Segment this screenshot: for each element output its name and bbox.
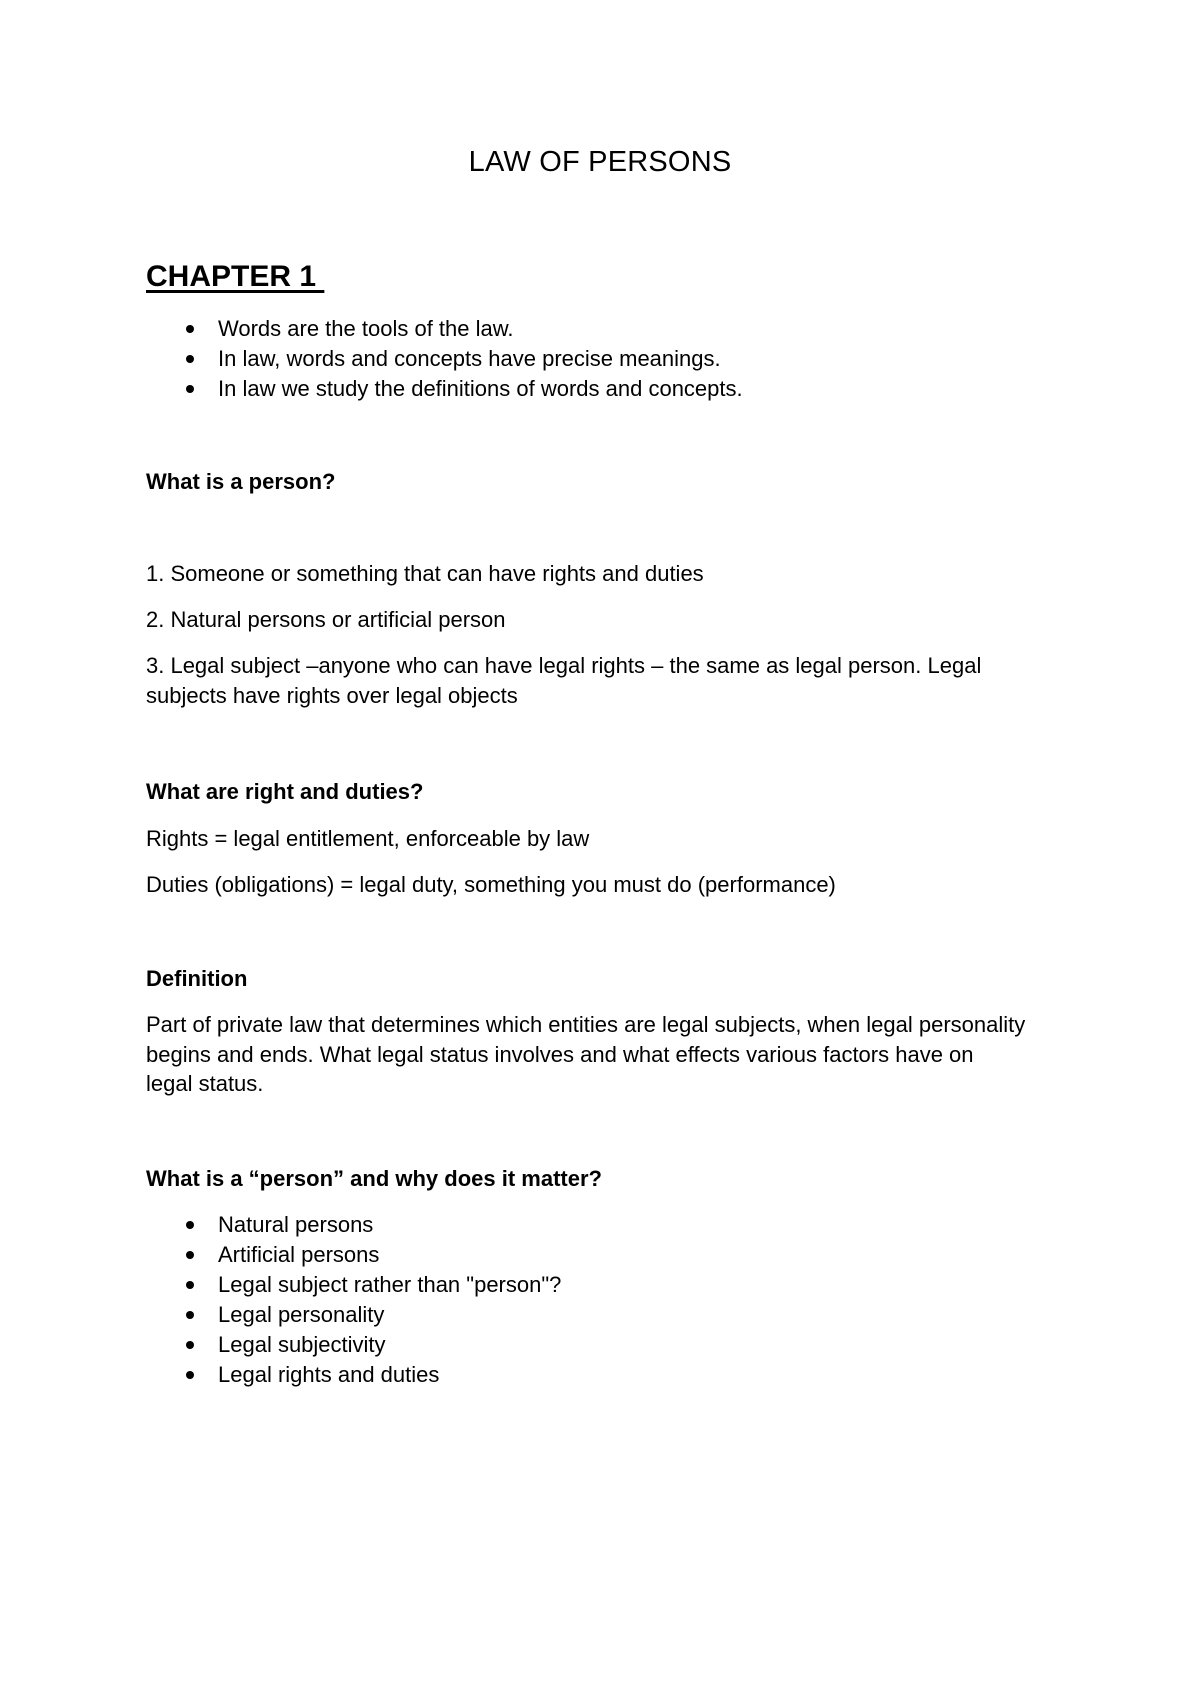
chapter-heading: CHAPTER 1 [146,260,325,293]
list-item-text: Legal subject rather than "person"? [218,1272,562,1297]
list-item [146,344,743,374]
definition-text: Part of private law that determines which entities are legal subjects, when legal personality begins and ends. What legal status involves and what effects various factors have on legal status. [146,1012,1026,1096]
bullet-icon [186,1221,194,1229]
bullet-icon [186,1311,194,1319]
list-item-text: In law we study the definitions of words and concepts. [218,376,743,401]
list-item [146,1210,561,1240]
bullet-icon [186,1341,194,1349]
bullet-icon [186,355,194,363]
section-heading-definition: Definition [146,966,248,991]
list-item [146,374,743,404]
list-item [146,1330,561,1360]
list-item-text: Legal personality [218,1302,385,1327]
bullet-icon [186,1371,194,1379]
bullet-icon [186,1281,194,1289]
document-title: LAW OF PERSONS [468,146,732,178]
list-item [146,1270,561,1300]
section-heading-person: What is a person? [146,469,336,494]
matter-bullet-list [146,1210,561,1390]
list-item [146,1240,561,1270]
bullet-icon [186,1251,194,1259]
list-item [146,1300,561,1330]
rights-definition: Rights = legal entitlement, enforceable by law [146,826,590,851]
list-item-text: Legal rights and duties [218,1362,440,1387]
duties-definition: Duties (obligations) = legal duty, something you must do (performance) [146,872,836,897]
list-item-text: Legal subjectivity [218,1332,386,1357]
bullet-icon [186,385,194,393]
list-item [146,1360,561,1390]
person-item-2: 2. Natural persons or artificial person [146,607,506,632]
list-item-text: Artificial persons [218,1242,380,1267]
list-item-text: In law, words and concepts have precise meanings. [218,346,721,371]
person-item-1: 1. Someone or something that can have rights and duties [146,561,704,586]
list-item-text: Words are the tools of the law. [218,316,514,341]
person-item-3: 3. Legal subject –anyone who can have legal rights – the same as legal person. Legal subjects have rights over legal objects [146,653,982,708]
intro-bullet-list [146,314,743,404]
list-item-text: Natural persons [218,1212,374,1237]
bullet-icon [186,325,194,333]
list-item [146,314,743,344]
section-heading-matter: What is a “person” and why does it matter? [146,1166,602,1191]
section-heading-rights: What are right and duties? [146,779,424,804]
